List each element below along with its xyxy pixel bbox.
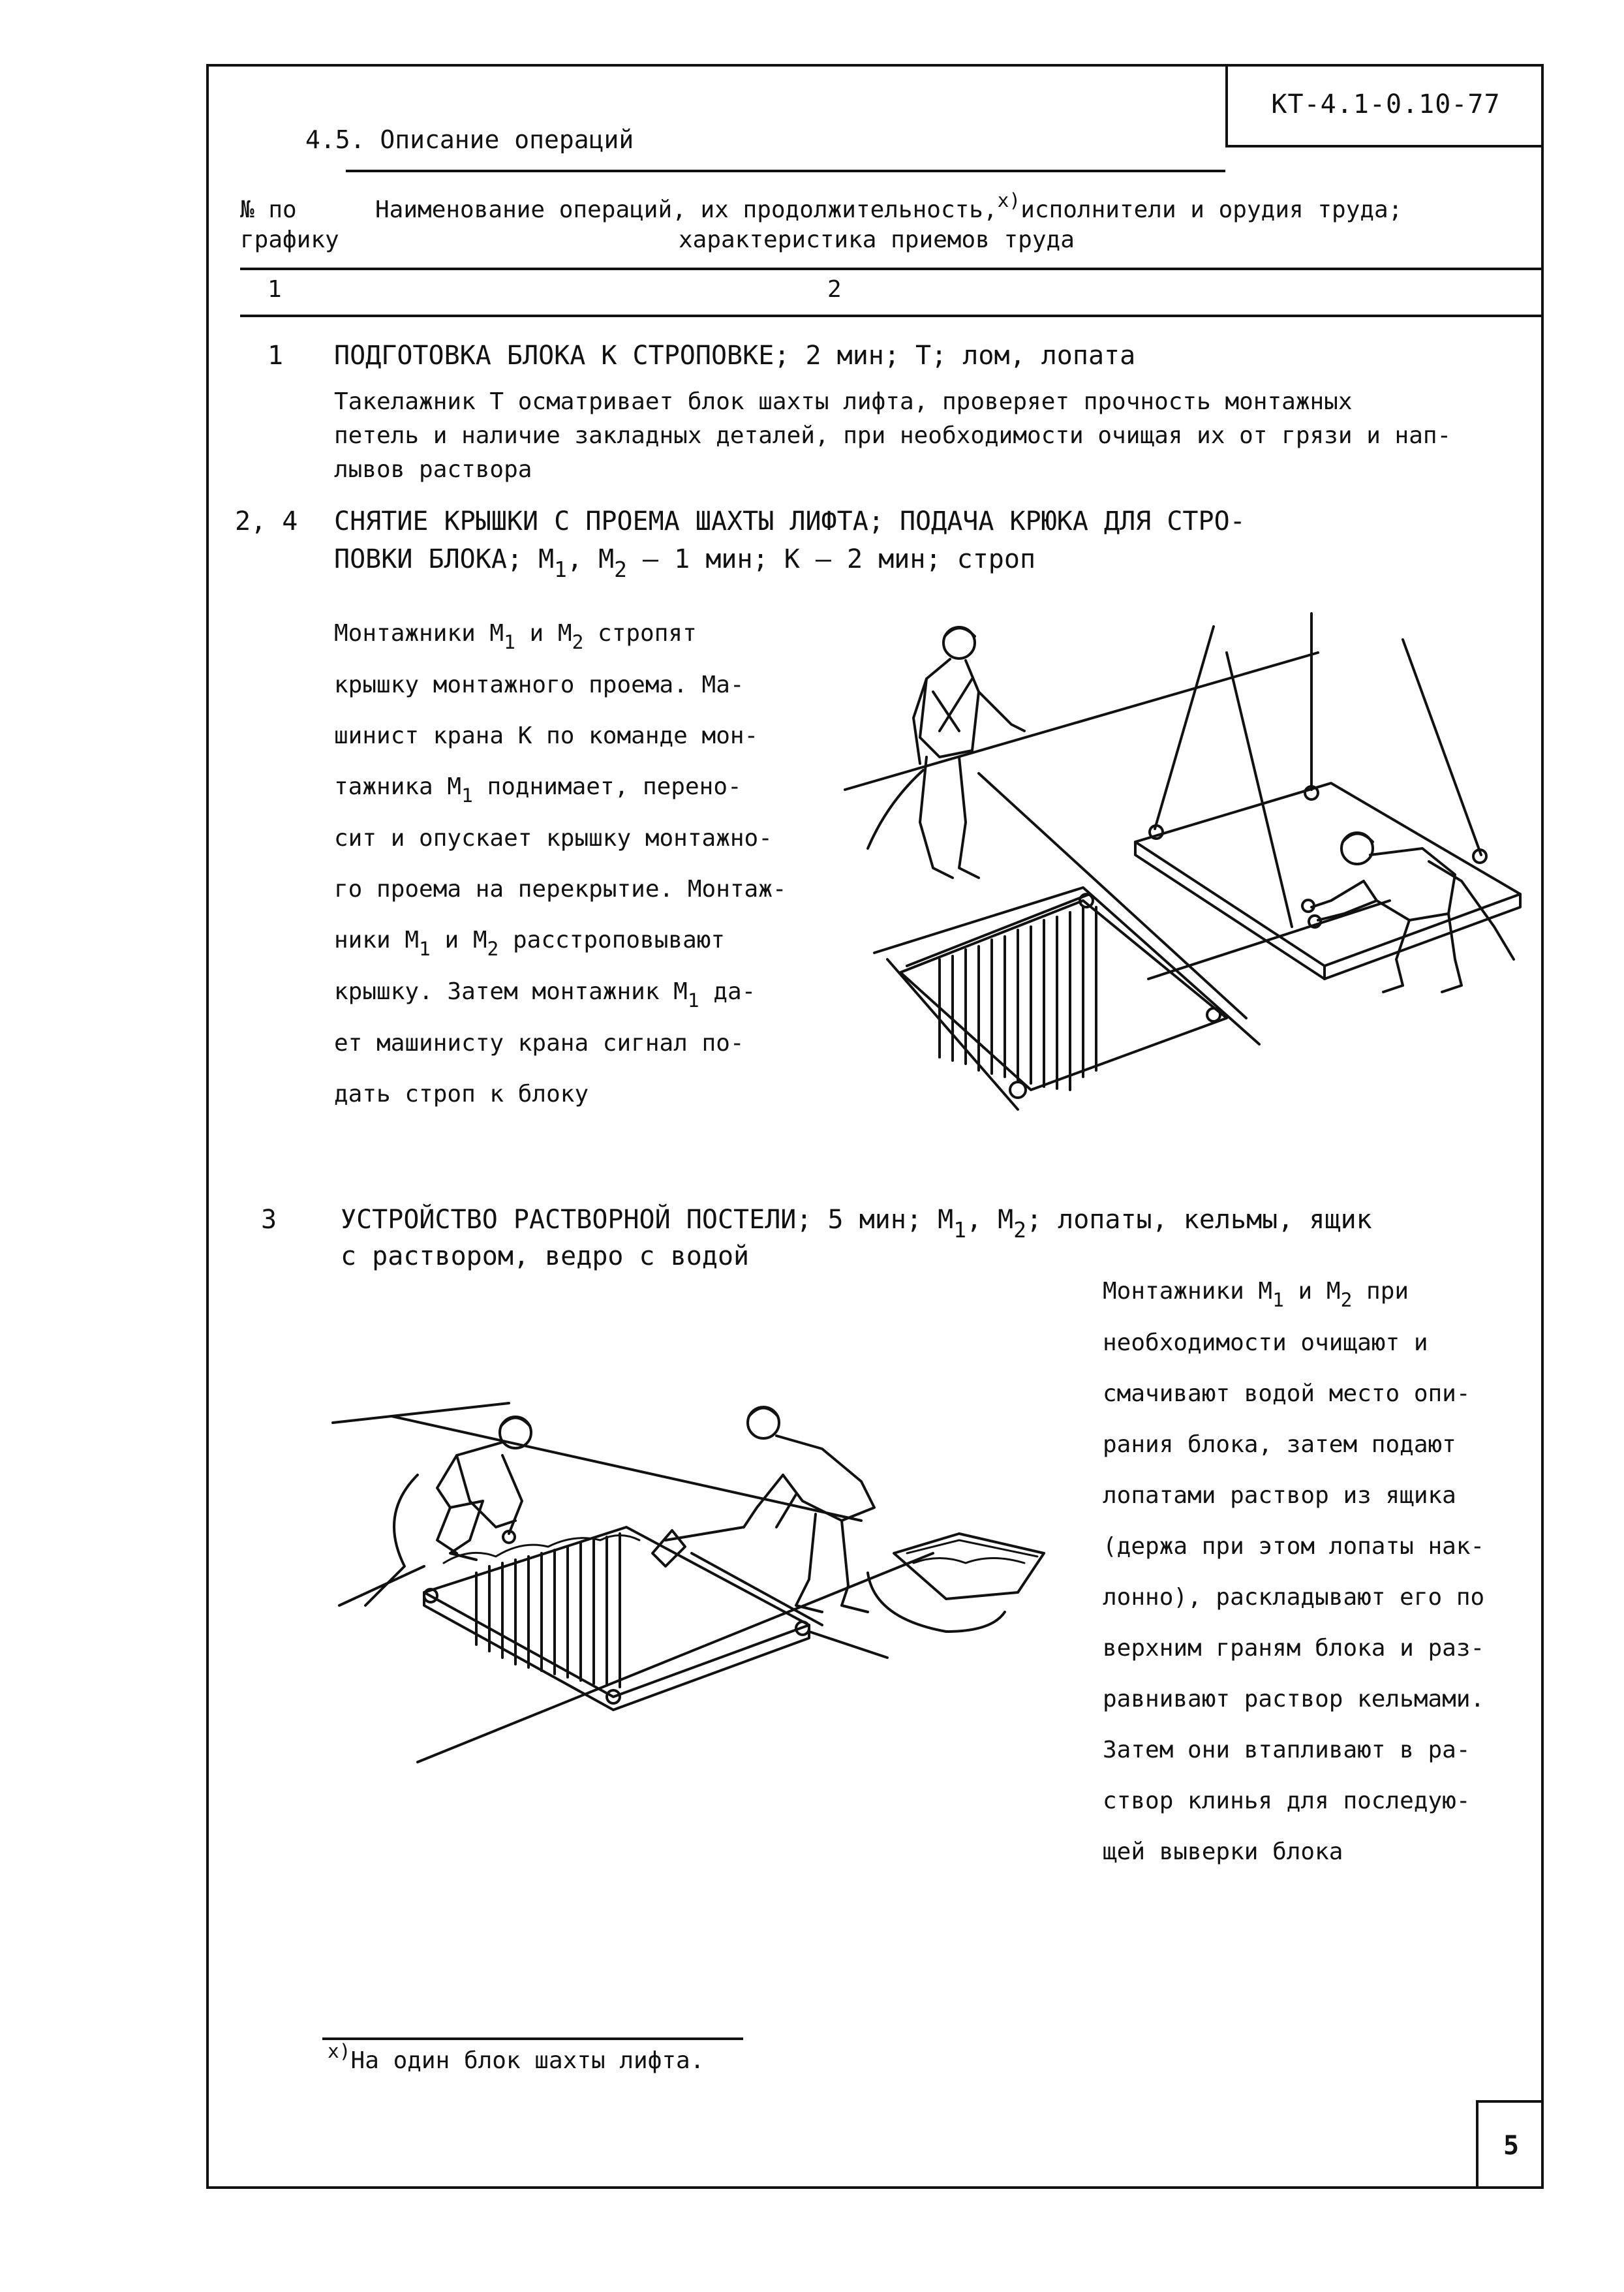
col2-header-line2: характеристика приемов труда [679,226,1075,253]
op1-text-line2: петель и наличие закладных деталей, при необходимости очищая их от грязи и нап- [334,422,1452,449]
op3-description-line: лонно), раскладывают его по [1103,1584,1485,1611]
op3-description-line: необходимости очищают и [1103,1329,1428,1356]
op2-description-line: сит и опускает крышку монтажно- [334,825,773,852]
op2-description-line: го проема на перекрытие. Монтаж- [334,876,787,903]
op2-description-line: дать строп к блоку [334,1081,589,1107]
page-number: 5 [1476,2100,1544,2189]
op1-text-line1: Такелажник Т осматривает блок шахты лифта, проверяет прочность монтажных [334,388,1353,415]
op3-title-line2: с раствором, ведро с водой [341,1241,750,1271]
op3-description-line: смачивают водой место опи- [1103,1380,1471,1407]
op3-description-line: Затем они втапливают в ра- [1103,1737,1471,1763]
op3-description-line: Монтажники $М_1$ и $М_2$ при [1103,1278,1409,1312]
op3-description-line: верхним граням блока и раз- [1103,1635,1485,1662]
op2-number: 2, 4 [235,506,298,536]
document-code: КТ-4.1-0.10-77 [1225,64,1544,147]
op2-description-line: ет машинисту крана сигнал по- [334,1030,744,1057]
op3-title-line1: УСТРОЙСТВО РАСТВОРНОЙ ПОСТЕЛИ; 5 мин; $М_1$, $М_2$; лопаты, кельмы, ящик [341,1205,1372,1243]
op1-title: ПОДГОТОВКА БЛОКА К СТРОПОВКЕ; 2 мин; Т; лом, лопата [334,341,1136,371]
op2-description-line: тажника $М_1$ поднимает, перено- [334,773,742,807]
op3-description-line: (держа при этом лопаты нак- [1103,1533,1485,1560]
section-title: 4.5. Описание операций [305,125,634,154]
op1-text-line3: лывов раствора [334,456,532,483]
op1-number: 1 [268,341,284,371]
op2-description-line: крышку монтажного проема. Ма- [334,672,744,698]
op3-description-line: створ клинья для последую- [1103,1788,1471,1814]
op2-description-line: ники $М_1$ и $М_2$ расстроповывают [334,927,726,961]
op3-description-line: рания блока, затем подают [1103,1431,1456,1458]
op2-description-line: Монтажники $М_1$ и $М_2$ стропят [334,620,697,654]
footnote-rule [322,2037,743,2040]
op2-description-line: крышку. Затем монтажник $М_1$ да- [334,978,756,1012]
op2-title-line2: ПОВКИ БЛОКА; $М_1$, $М_2 - 1$ мин; К – 2 мин; строп [334,544,1036,582]
op2-description-line: шинист крана К по команде мон- [334,722,759,749]
op2-title-line1: СНЯТИЕ КРЫШКИ С ПРОЕМА ШАХТЫ ЛИФТА; ПОДАЧА КРЮКА ДЛЯ СТРО- [334,506,1246,536]
col1-header-line1: № по [240,196,297,223]
column-number-1: 1 [268,276,282,303]
footnote: $^{х)}$На один блок шахты лифта. [328,2039,705,2074]
op3-description-line: лопатами раствор из ящика [1103,1482,1456,1509]
column-number-2: 2 [827,276,842,303]
op3-description-line: щей выверки блока [1103,1838,1343,1865]
op3-number: 3 [261,1205,277,1235]
col1-header-line2: графику [240,226,339,253]
op3-description-line: равнивают раствор кельмами. [1103,1686,1485,1712]
col2-header-line1: Наименование операций, их продолжительность,$^{х)}$исполнители и орудия труда; [375,189,1403,223]
